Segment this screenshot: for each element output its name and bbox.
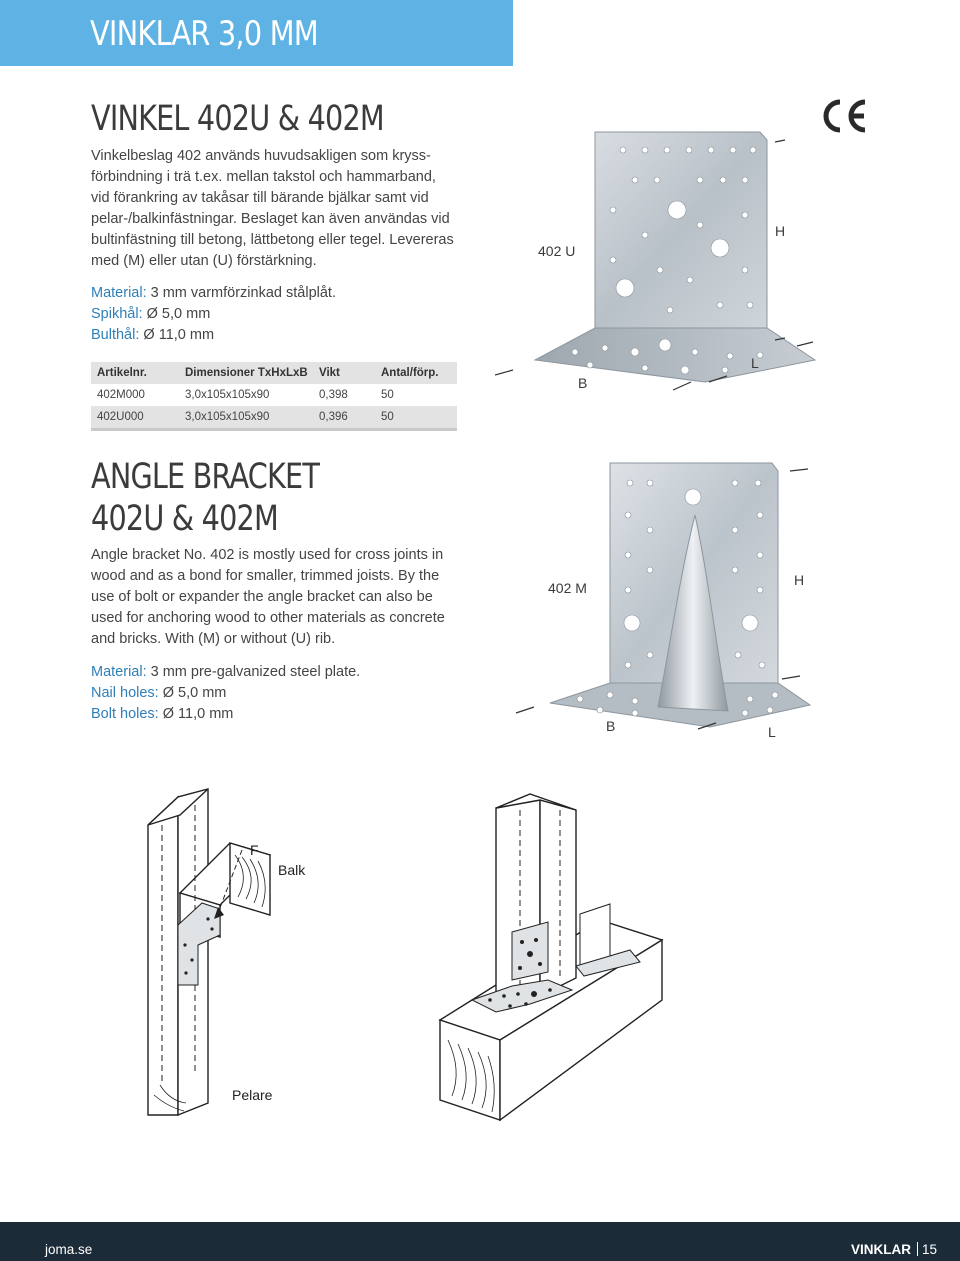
length-label: L <box>768 724 776 740</box>
swedish-paragraph-line: bultinfästning till betong, lättbetong eller tegel. Levereras <box>91 232 454 248</box>
swedish-material-label: Material: <box>91 285 147 301</box>
table-header-cell: Dimensioner TxHxLxB <box>179 362 313 384</box>
footer-website: joma.se <box>45 1242 93 1257</box>
table-header-row <box>91 362 457 384</box>
footer-page-number: 15 <box>921 1242 937 1257</box>
pillar-front <box>148 797 178 1115</box>
model-label: 402 M <box>548 580 587 596</box>
english-heading-line1: ANGLE BRACKET <box>91 457 320 497</box>
table-cell: 0,398 <box>313 384 375 406</box>
swedish-bolt-label: Bulthål: <box>91 327 140 343</box>
english-paragraph-line: Angle bracket No. 402 is mostly used for cross joints in <box>91 547 444 563</box>
english-bolt-label: Bolt holes: <box>91 706 159 722</box>
bracket-side-mounted <box>580 904 610 966</box>
swedish-bolt-value: Ø 11,0 mm <box>139 327 215 343</box>
english-material-value: 3 mm pre-galvanized steel plate. <box>146 664 361 680</box>
swedish-nail-holes <box>91 304 210 325</box>
height-label: H <box>794 572 805 588</box>
bracket-horizontal-plate <box>535 328 815 382</box>
swedish-material-value: 3 mm varmförzinkad stålplåt. <box>146 285 336 301</box>
bracket-402m-figure <box>510 455 820 745</box>
swedish-material <box>91 283 336 304</box>
english-paragraph-line: and bricks. With (M) or without (U) rib. <box>91 631 336 647</box>
force-label: F <box>250 842 259 858</box>
english-paragraph-line: used for anchoring wood to other materials as concrete <box>91 610 445 626</box>
english-material <box>91 662 360 683</box>
table-cell: 3,0x105x105x90 <box>179 384 313 406</box>
model-label: 402 U <box>538 243 576 259</box>
bracket-vertical-plate <box>595 132 767 328</box>
beam-label: Balk <box>278 862 306 878</box>
post-on-beam-illustration <box>400 790 670 1125</box>
swedish-nail-label: Spikhål: <box>91 306 143 322</box>
table-row <box>91 384 457 406</box>
english-material-label: Material: <box>91 664 147 680</box>
swedish-nail-value: Ø 5,0 mm <box>142 306 211 322</box>
swedish-heading: VINKEL 402U & 402M <box>91 99 384 139</box>
bracket-402u-figure <box>495 120 825 410</box>
page-section-title: VINKLAR 3,0 MM <box>90 14 318 54</box>
swedish-paragraph <box>91 146 454 272</box>
pillar-label: Pelare <box>232 1087 273 1103</box>
english-nail-holes <box>91 683 226 704</box>
width-label: B <box>578 375 588 391</box>
footer-bar <box>0 1222 960 1261</box>
swedish-paragraph-line: pelar-/balkinfästningar. Beslaget kan även användas vid <box>91 211 450 227</box>
table-cell: 402U000 <box>91 406 179 430</box>
english-paragraph <box>91 545 445 650</box>
swedish-paragraph-line: med (M) eller utan (U) förstärkning. <box>91 253 317 269</box>
length-label: L <box>751 355 759 371</box>
english-bolt-value: Ø 11,0 mm <box>158 706 234 722</box>
swedish-paragraph-line: Vinkelbeslag 402 används huvudsakligen som kryss- <box>91 148 431 164</box>
table-cell: 50 <box>375 384 457 406</box>
footer-section: VINKLAR <box>850 1242 911 1257</box>
swedish-paragraph-line: förbindning i trä t.ex. mellan takstol och hammarband, <box>91 169 436 185</box>
english-nail-value: Ø 5,0 mm <box>158 685 227 701</box>
english-paragraph-line: wood and as a bond for smaller, trimmed joists. By the <box>91 568 440 584</box>
footer-separator <box>917 1242 918 1256</box>
table-cell: 3,0x105x105x90 <box>179 406 313 430</box>
width-label: B <box>606 718 616 734</box>
table-header-cell: Antal/förp. <box>375 362 457 384</box>
table-cell: 402M000 <box>91 384 179 406</box>
table-cell: 50 <box>375 406 457 430</box>
table-header-cell: Artikelnr. <box>91 362 179 384</box>
english-paragraph-line: use of bolt or expander the angle bracket can also be <box>91 589 433 605</box>
pillar-beam-illustration <box>140 785 320 1125</box>
english-heading-line2: 402U & 402M <box>91 499 278 539</box>
ce-mark-icon <box>820 98 870 134</box>
article-table <box>91 362 457 431</box>
english-nail-label: Nail holes: <box>91 685 159 701</box>
table-cell: 0,396 <box>313 406 375 430</box>
swedish-paragraph-line: vid förankring av takåsar till bärande bjälkar samt vid <box>91 190 429 206</box>
height-label: H <box>775 223 786 239</box>
english-bolt-holes <box>91 704 233 725</box>
footer-page-info <box>851 1242 937 1257</box>
table-header-cell: Vikt <box>313 362 375 384</box>
table-row <box>91 406 457 430</box>
swedish-bolt-holes <box>91 325 214 346</box>
